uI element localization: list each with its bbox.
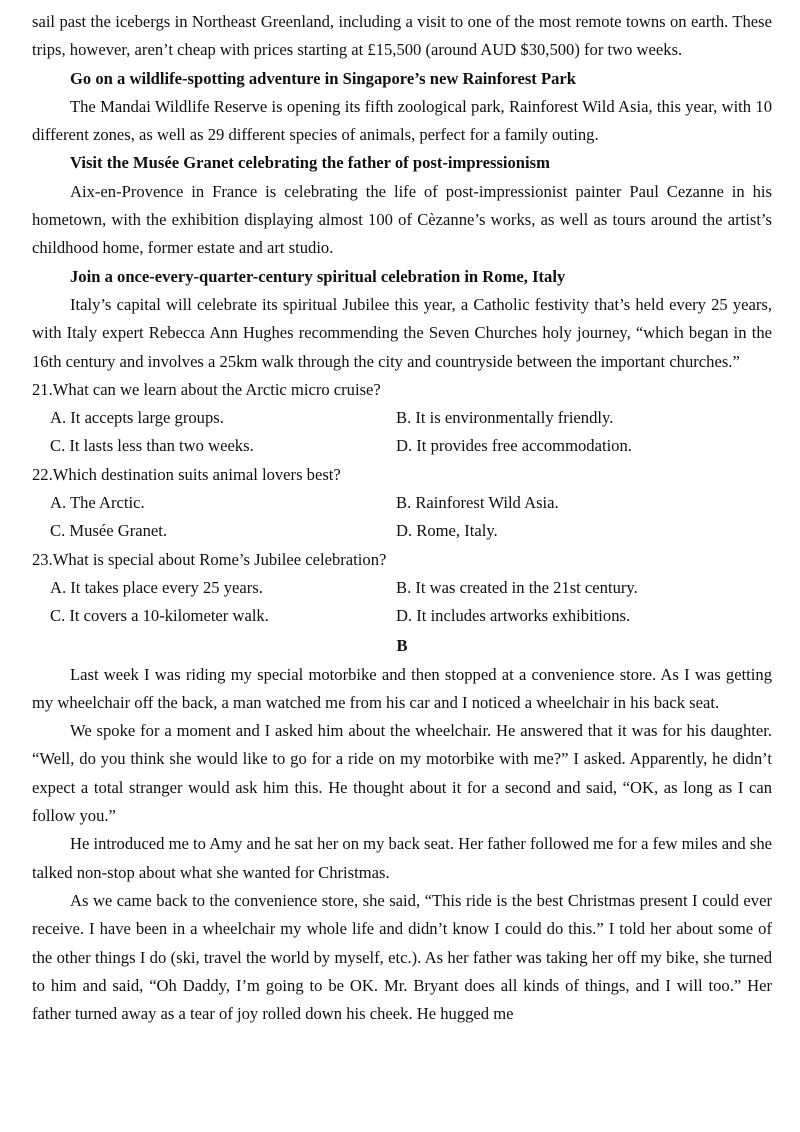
story-paragraph: Last week I was riding my special motorbike and then stopped at a convenience store. As I was getting my wheelchair off the back, a man watched me from his car and I noticed a wheelchair in his back seat.	[32, 664, 772, 712]
option-row	[32, 489, 772, 517]
question-stem: 21.What can we learn about the Arctic micro cruise?	[32, 379, 381, 399]
option-d[interactable]: D. Rome, Italy.	[396, 521, 498, 541]
question-21	[32, 376, 772, 461]
option-row	[32, 517, 772, 545]
option-c[interactable]: C. It lasts less than two weeks.	[50, 436, 254, 456]
story-paragraph: We spoke for a moment and I asked him about the wheelchair. He answered that it was for his daughter. “Well, do you think she would like to go for a ride on my motorbike with me?” I asked. Apparently, he didn’t expect a total stranger would ask him this. He thought about it for a second and said, “OK, as long as I can follow you.”	[32, 721, 772, 826]
section-heading-granet: Visit the Musée Granet celebrating the father of post-impressionism	[70, 153, 550, 173]
question-22	[32, 461, 772, 546]
option-row	[32, 432, 772, 460]
section-heading-rome: Join a once-every-quarter-century spiritual celebration in Rome, Italy	[70, 266, 566, 286]
section-label-b: B	[396, 635, 408, 655]
option-row	[32, 404, 772, 432]
story-paragraph: As we came back to the convenience store, she said, “This ride is the best Christmas present I could ever receive. I have been in a wheelchair my whole life and didn’t know I could do this.” I told her about some of the other things I do (ski, travel the world by myself, etc.). As her father was taking her off my bike, she turned to him and said, “Oh Daddy, I’m going to be OK. Mr. Bryant does all kinds of things, and I will too.” Her father turned away as a tear of joy rolled down his cheek. He hugged me	[32, 890, 772, 1024]
option-b[interactable]: B. It was created in the 21st century.	[396, 577, 638, 597]
intro-paragraph: sail past the icebergs in Northeast Greenland, including a visit to one of the most remote towns on earth. These trips, however, aren’t cheap with prices starting at £15,500 (around AUD $30,500) for two weeks.	[32, 12, 772, 60]
section-body-rainforest: The Mandai Wildlife Reserve is opening its fifth zoological park, Rainforest Wild Asia, this year, with 10 different zones, as well as 29 different species of animals, perfect for a family outing.	[32, 96, 772, 145]
option-a[interactable]: A. The Arctic.	[50, 493, 145, 513]
option-d[interactable]: D. It includes artworks exhibitions.	[396, 606, 631, 626]
option-b[interactable]: B. It is environmentally friendly.	[396, 408, 614, 428]
question-23	[32, 546, 772, 631]
question-stem: 23.What is special about Rome’s Jubilee celebration?	[32, 549, 387, 569]
page-content	[32, 8, 772, 1028]
option-c[interactable]: C. It covers a 10-kilometer walk.	[50, 606, 269, 626]
question-stem: 22.Which destination suits animal lovers best?	[32, 464, 341, 484]
story-paragraph: He introduced me to Amy and he sat her on my back seat. Her father followed me for a few miles and she talked non-stop about what she wanted for Christmas.	[32, 834, 772, 882]
option-row	[32, 602, 772, 630]
option-a[interactable]: A. It takes place every 25 years.	[50, 577, 263, 597]
option-b[interactable]: B. Rainforest Wild Asia.	[396, 493, 559, 513]
section-heading-rainforest: Go on a wildlife-spotting adventure in Singapore’s new Rainforest Park	[70, 68, 576, 88]
option-row	[32, 574, 772, 602]
option-a[interactable]: A. It accepts large groups.	[50, 408, 224, 428]
section-body-granet: Aix-en-Provence in France is celebrating the life of post-impressionist painter Paul Cezanne in his hometown, with the exhibition displaying almost 100 of Cèzanne’s works, as well as tours around the artist’s childhood home, former estate and art studio.	[32, 181, 772, 258]
option-d[interactable]: D. It provides free accommodation.	[396, 436, 632, 456]
section-body-rome: Italy’s capital will celebrate its spiritual Jubilee this year, a Catholic festivity that’s held every 25 years, with Italy expert Rebecca Ann Hughes recommending the Seven Churches holy journey, “which began in the 16th century and involves a 25km walk through the city and countryside between the important churches.”	[32, 294, 772, 371]
option-c[interactable]: C. Musée Granet.	[50, 521, 168, 541]
